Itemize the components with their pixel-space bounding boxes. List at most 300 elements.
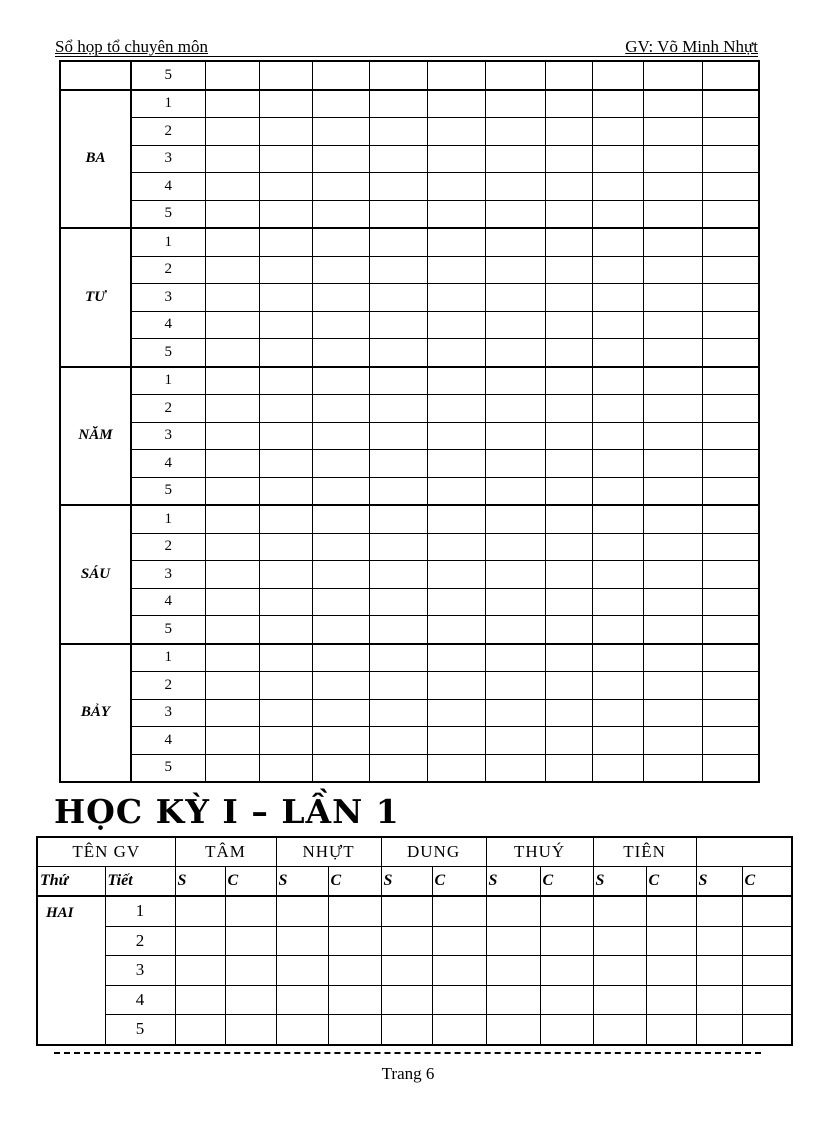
period-number: 1 <box>131 644 205 672</box>
table-row <box>60 533 759 561</box>
schedule-cell <box>381 985 432 1015</box>
grid-cell <box>592 450 643 478</box>
grid-cell <box>259 450 312 478</box>
table-row <box>60 588 759 616</box>
grid-cell <box>643 727 702 755</box>
table-row <box>60 311 759 339</box>
grid-cell <box>592 422 643 450</box>
grid-cell <box>545 561 592 589</box>
grid-cell <box>312 588 369 616</box>
grid-cell <box>312 644 369 672</box>
grid-cell <box>259 228 312 256</box>
grid-cell <box>643 533 702 561</box>
grid-cell <box>312 450 369 478</box>
schedule-cell <box>486 985 540 1015</box>
grid-cell <box>485 311 545 339</box>
s-column-label: S <box>276 867 328 897</box>
grid-cell <box>485 505 545 533</box>
grid-cell <box>427 672 485 700</box>
schedule-cell <box>225 896 276 926</box>
grid-cell <box>369 367 427 395</box>
grid-cell <box>205 754 259 782</box>
grid-cell <box>592 367 643 395</box>
grid-cell <box>702 644 759 672</box>
schedule-cell <box>540 1015 593 1045</box>
grid-cell <box>545 505 592 533</box>
grid-cell <box>485 200 545 228</box>
s-column-label: S <box>696 867 742 897</box>
grid-cell <box>702 450 759 478</box>
grid-cell <box>205 672 259 700</box>
grid-cell <box>643 395 702 423</box>
grid-cell <box>427 228 485 256</box>
grid-cell <box>259 699 312 727</box>
grid-cell <box>369 727 427 755</box>
period-number: 5 <box>131 339 205 367</box>
table-row <box>60 145 759 173</box>
grid-cell <box>259 505 312 533</box>
grid-cell <box>205 422 259 450</box>
grid-cell <box>592 754 643 782</box>
grid-cell <box>205 200 259 228</box>
s-column-label: S <box>486 867 540 897</box>
grid-cell <box>205 395 259 423</box>
grid-cell <box>485 284 545 312</box>
grid-cell <box>259 61 312 90</box>
grid-cell <box>369 754 427 782</box>
grid-cell <box>259 284 312 312</box>
day-label: NĂM <box>60 367 131 506</box>
grid-cell <box>312 284 369 312</box>
section-title: HỌC KỲ I – LẦN 1 <box>54 792 400 831</box>
grid-cell <box>259 145 312 173</box>
grid-cell <box>205 727 259 755</box>
schedule-cell <box>175 896 225 926</box>
page-number: Trang 6 <box>381 1064 435 1083</box>
schedule-cell <box>328 956 381 986</box>
grid-cell <box>427 284 485 312</box>
grid-cell <box>205 284 259 312</box>
grid-cell <box>702 339 759 367</box>
grid-cell <box>592 118 643 146</box>
grid-cell <box>312 118 369 146</box>
period-number: 1 <box>105 896 175 926</box>
schedule-cell <box>696 896 742 926</box>
schedule-cell <box>432 896 486 926</box>
grid-cell <box>259 477 312 505</box>
table-row <box>60 616 759 644</box>
period-number: 5 <box>131 61 205 90</box>
grid-cell <box>545 588 592 616</box>
grid-cell <box>369 284 427 312</box>
ten-gv-label: TÊN GV <box>37 837 175 867</box>
schedule-cell <box>646 956 696 986</box>
grid-cell <box>369 90 427 118</box>
grid-cell <box>369 477 427 505</box>
schedule-cell <box>225 926 276 956</box>
grid-cell <box>545 672 592 700</box>
grid-cell <box>369 61 427 90</box>
grid-cell <box>545 644 592 672</box>
table-row <box>37 926 792 956</box>
grid-cell <box>592 311 643 339</box>
table-row <box>60 450 759 478</box>
period-number: 1 <box>131 367 205 395</box>
grid-cell <box>592 505 643 533</box>
grid-cell <box>485 118 545 146</box>
grid-cell <box>427 145 485 173</box>
period-number: 2 <box>131 672 205 700</box>
grid-cell <box>427 754 485 782</box>
grid-cell <box>592 672 643 700</box>
grid-cell <box>369 450 427 478</box>
grid-cell <box>259 422 312 450</box>
period-number: 1 <box>131 505 205 533</box>
schedule-cell <box>646 985 696 1015</box>
grid-cell <box>702 505 759 533</box>
grid-cell <box>259 727 312 755</box>
grid-cell <box>643 422 702 450</box>
c-column-label: C <box>328 867 381 897</box>
schedule-cell <box>175 956 225 986</box>
grid-cell <box>312 90 369 118</box>
grid-cell <box>205 173 259 201</box>
grid-cell <box>369 256 427 284</box>
schedule-cell <box>276 926 328 956</box>
grid-cell <box>369 699 427 727</box>
grid-cell <box>702 256 759 284</box>
grid-cell <box>592 90 643 118</box>
period-number: 3 <box>131 422 205 450</box>
grid-cell <box>702 61 759 90</box>
grid-cell <box>545 61 592 90</box>
grid-cell <box>205 311 259 339</box>
grid-cell <box>312 61 369 90</box>
period-number: 3 <box>105 956 175 986</box>
schedule-cell <box>225 956 276 986</box>
grid-cell <box>369 505 427 533</box>
grid-cell <box>427 561 485 589</box>
schedule-cell <box>276 896 328 926</box>
grid-cell <box>427 616 485 644</box>
grid-cell <box>702 754 759 782</box>
grid-cell <box>259 561 312 589</box>
table-row <box>60 505 759 533</box>
teacher-name: THUÝ <box>486 837 593 867</box>
table-row <box>60 61 759 90</box>
grid-cell <box>369 173 427 201</box>
schedule-cell <box>432 956 486 986</box>
grid-cell <box>643 505 702 533</box>
grid-cell <box>592 644 643 672</box>
grid-cell <box>592 477 643 505</box>
grid-cell <box>369 422 427 450</box>
schedule-cell <box>696 956 742 986</box>
table-row <box>60 284 759 312</box>
grid-cell <box>427 422 485 450</box>
period-number: 2 <box>131 395 205 423</box>
grid-cell <box>545 754 592 782</box>
grid-cell <box>312 311 369 339</box>
grid-cell <box>259 367 312 395</box>
grid-cell <box>702 616 759 644</box>
schedule-cell <box>646 896 696 926</box>
grid-cell <box>369 533 427 561</box>
grid-cell <box>485 173 545 201</box>
grid-cell <box>259 173 312 201</box>
schedule-cell <box>742 896 792 926</box>
grid-cell <box>259 672 312 700</box>
schedule-cell <box>175 985 225 1015</box>
table-row <box>37 985 792 1015</box>
grid-cell <box>592 616 643 644</box>
schedule-cell <box>381 956 432 986</box>
grid-cell <box>312 256 369 284</box>
period-number: 1 <box>131 90 205 118</box>
grid-cell <box>205 339 259 367</box>
grid-cell <box>427 644 485 672</box>
grid-cell <box>312 339 369 367</box>
grid-cell <box>312 145 369 173</box>
day-label: BẢY <box>60 644 131 783</box>
schedule-cell <box>432 926 486 956</box>
grid-cell <box>592 284 643 312</box>
schedule-cell <box>646 926 696 956</box>
grid-cell <box>427 727 485 755</box>
grid-cell <box>369 644 427 672</box>
grid-cell <box>205 533 259 561</box>
grid-cell <box>592 588 643 616</box>
grid-cell <box>205 118 259 146</box>
grid-cell <box>259 616 312 644</box>
grid-cell <box>702 367 759 395</box>
schedule-cell <box>742 956 792 986</box>
grid-cell <box>592 533 643 561</box>
period-number: 4 <box>131 727 205 755</box>
grid-cell <box>643 644 702 672</box>
grid-cell <box>427 588 485 616</box>
grid-cell <box>369 339 427 367</box>
schedule-cell <box>540 985 593 1015</box>
dashed-divider <box>54 1052 761 1054</box>
schedule-cell <box>486 956 540 986</box>
grid-cell <box>545 284 592 312</box>
grid-cell <box>643 477 702 505</box>
grid-cell <box>259 754 312 782</box>
tiet-label: Tiết <box>105 867 175 897</box>
grid-cell <box>643 616 702 644</box>
header-teacher-name: GV: Võ Minh Nhựt <box>625 37 758 56</box>
schedule-cell <box>381 926 432 956</box>
grid-cell <box>259 90 312 118</box>
grid-cell <box>702 200 759 228</box>
grid-cell <box>312 727 369 755</box>
grid-cell <box>312 672 369 700</box>
grid-cell <box>427 311 485 339</box>
grid-cell <box>643 450 702 478</box>
grid-cell <box>545 395 592 423</box>
schedule-cell <box>593 926 646 956</box>
grid-cell <box>485 367 545 395</box>
grid-cell <box>702 228 759 256</box>
teacher-header-row <box>37 837 792 867</box>
c-column-label: C <box>646 867 696 897</box>
grid-cell <box>643 367 702 395</box>
schedule-cell <box>175 926 225 956</box>
period-number: 3 <box>131 145 205 173</box>
schedule-cell <box>225 985 276 1015</box>
grid-cell <box>545 477 592 505</box>
c-column-label: C <box>742 867 792 897</box>
table-row <box>60 339 759 367</box>
schedule-cell <box>432 1015 486 1045</box>
s-column-label: S <box>593 867 646 897</box>
grid-cell <box>592 145 643 173</box>
grid-cell <box>485 561 545 589</box>
grid-cell <box>485 450 545 478</box>
grid-cell <box>545 90 592 118</box>
table-row <box>60 395 759 423</box>
period-number: 5 <box>131 477 205 505</box>
grid-cell <box>259 118 312 146</box>
grid-cell <box>643 200 702 228</box>
period-number: 1 <box>131 228 205 256</box>
grid-cell <box>427 61 485 90</box>
grid-cell <box>592 200 643 228</box>
grid-cell <box>205 505 259 533</box>
grid-cell <box>205 699 259 727</box>
grid-cell <box>702 561 759 589</box>
period-number: 3 <box>131 561 205 589</box>
table-row <box>60 477 759 505</box>
grid-cell <box>485 145 545 173</box>
schedule-cell <box>175 1015 225 1045</box>
day-label: SÁU <box>60 505 131 644</box>
s-column-label: S <box>381 867 432 897</box>
grid-cell <box>427 200 485 228</box>
period-number: 5 <box>105 1015 175 1045</box>
schedule-cell <box>381 1015 432 1045</box>
grid-cell <box>592 395 643 423</box>
grid-cell <box>702 422 759 450</box>
thu-label: Thứ <box>37 867 105 897</box>
grid-cell <box>369 311 427 339</box>
grid-cell <box>427 173 485 201</box>
teacher-name: NHỰT <box>276 837 381 867</box>
grid-cell <box>259 395 312 423</box>
teacher-name <box>696 837 792 867</box>
grid-cell <box>485 339 545 367</box>
grid-cell <box>312 561 369 589</box>
grid-cell <box>485 228 545 256</box>
grid-cell <box>205 644 259 672</box>
period-number: 5 <box>131 200 205 228</box>
table-row <box>60 422 759 450</box>
table-row <box>37 956 792 986</box>
schedule-cell <box>696 1015 742 1045</box>
schedule-cell <box>486 896 540 926</box>
table-row <box>60 367 759 395</box>
grid-cell <box>643 145 702 173</box>
grid-cell <box>205 616 259 644</box>
grid-cell <box>259 200 312 228</box>
grid-cell <box>312 533 369 561</box>
grid-cell <box>702 90 759 118</box>
grid-cell <box>312 422 369 450</box>
grid-cell <box>205 561 259 589</box>
grid-cell <box>643 588 702 616</box>
header-left-title: Sổ họp tổ chuyên môn <box>55 37 208 56</box>
grid-cell <box>259 339 312 367</box>
grid-cell <box>259 533 312 561</box>
period-number: 5 <box>131 754 205 782</box>
grid-cell <box>545 228 592 256</box>
grid-cell <box>643 90 702 118</box>
schedule-cell <box>646 1015 696 1045</box>
grid-cell <box>702 145 759 173</box>
grid-cell <box>312 754 369 782</box>
schedule-cell <box>276 1015 328 1045</box>
grid-cell <box>205 367 259 395</box>
period-number: 4 <box>131 588 205 616</box>
grid-cell <box>369 145 427 173</box>
grid-cell <box>545 533 592 561</box>
grid-cell <box>643 228 702 256</box>
grid-cell <box>205 90 259 118</box>
grid-cell <box>545 173 592 201</box>
schedule-cell <box>696 985 742 1015</box>
grid-cell <box>427 505 485 533</box>
grid-cell <box>485 422 545 450</box>
grid-cell <box>702 727 759 755</box>
teacher-name: DUNG <box>381 837 486 867</box>
grid-cell <box>427 256 485 284</box>
period-number: 3 <box>131 284 205 312</box>
grid-cell <box>312 367 369 395</box>
grid-cell <box>545 200 592 228</box>
grid-cell <box>592 699 643 727</box>
period-number: 2 <box>131 256 205 284</box>
grid-cell <box>702 311 759 339</box>
grid-cell <box>259 588 312 616</box>
grid-cell <box>545 422 592 450</box>
grid-cell <box>485 727 545 755</box>
grid-cell <box>485 256 545 284</box>
grid-cell <box>643 339 702 367</box>
table-row <box>60 228 759 256</box>
period-number: 4 <box>105 985 175 1015</box>
weekly-grid-table <box>59 60 760 783</box>
table-row <box>60 727 759 755</box>
grid-cell <box>702 173 759 201</box>
grid-cell <box>427 367 485 395</box>
grid-cell <box>545 727 592 755</box>
grid-cell <box>369 672 427 700</box>
grid-cell <box>369 200 427 228</box>
grid-cell <box>592 727 643 755</box>
table-row <box>60 644 759 672</box>
table-row <box>60 754 759 782</box>
grid-cell <box>369 228 427 256</box>
table-row <box>60 118 759 146</box>
grid-cell <box>545 145 592 173</box>
period-number: 2 <box>105 926 175 956</box>
grid-cell <box>427 699 485 727</box>
grid-cell <box>485 644 545 672</box>
grid-cell <box>592 339 643 367</box>
grid-cell <box>545 311 592 339</box>
table-row <box>60 200 759 228</box>
